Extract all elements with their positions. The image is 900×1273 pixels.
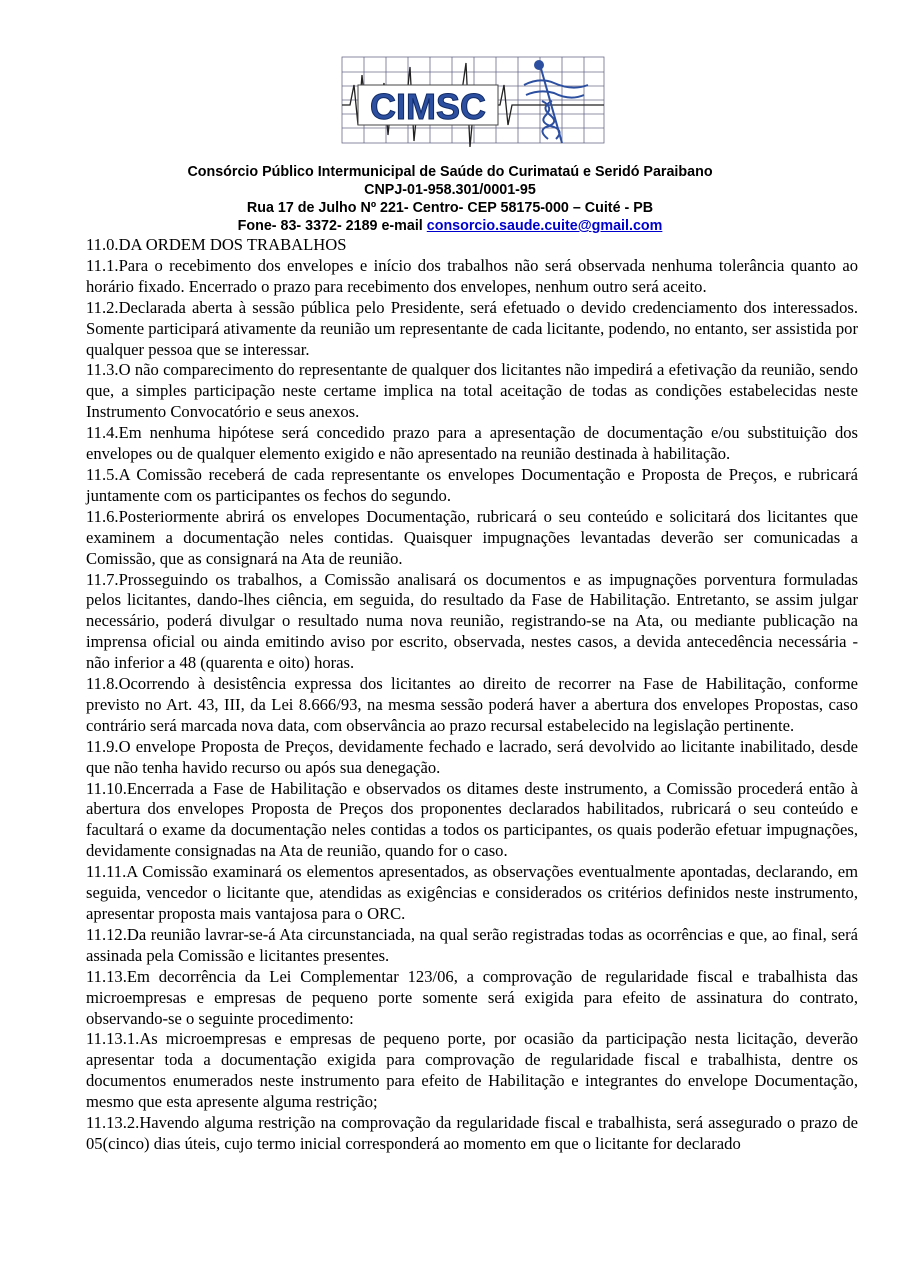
paragraph-11-13-2: 11.13.2.Havendo alguma restrição na comprovação da regularidade fiscal e trabalhista, será assegurado o prazo de 05(cinco) dias úteis, cujo termo inicial corresponderá ao momento em que o licitante for declarado	[86, 1113, 858, 1153]
paragraph-11-3: 11.3.O não comparecimento do representante de qualquer dos licitantes não impedirá a efetivação da reunião, sendo que, a simples participação neste certame implica na total aceitação de todas as condições estabelecidas neste Instrumento Convocatório e seus anexos.	[86, 360, 858, 422]
paragraph-11-8: 11.8.Ocorrendo à desistência expressa dos licitantes ao direito de recorrer na Fase de Habilitação, conforme previsto no Art. 43, III, da Lei 8.666/93, na mesma sessão poderá haver a abertura dos envelopes Propostas, caso contrário será marcada nova data, com observância ao prazo recursal estabelecido na legislação pertinente.	[86, 674, 858, 735]
letterhead	[86, 163, 814, 235]
address: Rua 17 de Julho Nº 221- Centro- CEP 58175-000 – Cuité - PB	[246, 200, 654, 216]
paragraph-11-13-1: 11.13.1.As microempresas e empresas de pequeno porte, por ocasião da participação nesta licitação, deverão apresentar toda a documentação exigida para comprovação de regularidade fiscal e trabalhista, dentre os documentos enumerados neste instrumento para efeito de Habilitação e integrantes do envelope Documentação, mesmo que esta apresente alguma restrição;	[86, 1029, 858, 1112]
paragraph-11-9: 11.9.O envelope Proposta de Preços, devidamente fechado e lacrado, será devolvido ao licitante inabilitado, desde que não tenha havido recurso ou após sua denegação.	[86, 736, 858, 777]
logo-graphic	[340, 55, 606, 155]
paragraph-11-12: 11.12.Da reunião lavrar-se-á Ata circunstanciada, na qual serão registradas todas as ocorrências e que, ao final, será assinada pela Comissão e licitantes presentes.	[86, 924, 858, 965]
cnpj: CNPJ-01-958.301/0001-95	[364, 182, 536, 198]
paragraph-11-6: 11.6.Posteriormente abrirá os envelopes Documentação, rubricará o seu conteúdo e solicitará dos licitantes que examinem a documentação neles contidas. Quaisquer impugnações levantadas deverão ser comunicadas a Comissão, que as consignará na Ata de reunião.	[86, 506, 858, 568]
paragraph-11-4: 11.4.Em nenhuma hipótese será concedido prazo para a apresentação de documentação e/ou substituição dos envelopes ou de qualquer elemento exigido e não apresentado na reunião destinada à habilitação.	[86, 423, 858, 464]
paragraph-11-10: 11.10.Encerrada a Fase de Habilitação e observados os ditames deste instrumento, a Comissão procederá então à abertura dos envelopes Proposta de Preços dos proponentes declarados habilitados, rubricará o seu conteúdo e facultará o exame da documentação neles contidas a todos os participantes, os quais poderão efetuar impugnações, devidamente consignadas na Ata de reunião, quando for o caso.	[86, 778, 858, 861]
org-name: Consórcio Público Intermunicipal de Saúde do Curimataú e Seridó Paraibano	[187, 164, 713, 180]
paragraph-11-1: 11.1.Para o recebimento dos envelopes e início dos trabalhos não será observada nenhuma tolerância quanto ao horário fixado. Encerrado o prazo para recebimento dos envelopes, nenhum outro será aceito.	[86, 255, 858, 296]
document-body	[86, 235, 858, 1155]
section-title: 11.0.DA ORDEM DOS TRABALHOS	[86, 235, 347, 254]
logo-text: CIMSC	[370, 86, 486, 127]
caduceus-icon	[524, 61, 588, 143]
paragraph-11-7: 11.7.Prosseguindo os trabalhos, a Comissão analisará os documentos e as impugnações porventura formuladas pelos licitantes, dando-lhes ciência, em seguida, do resultado da Fase de Habilitação. Entretanto, se assim julgar necessário, poderá divulgar o resultado numa nova reunião, registrando-se na Ata, ou mediante publicação na imprensa oficial ou ainda emitindo aviso por escrito, observada, nestes casos, a devida antecedência necessária - não inferior a 48 (quarenta e oito) horas.	[86, 569, 858, 673]
phone-email-label: Fone- 83- 3372- 2189 e-mail	[237, 218, 423, 234]
paragraph-11-11: 11.11.A Comissão examinará os elementos apresentados, as observações eventualmente apontadas, declarando, em seguida, vencedor o licitante que, atendidas as exigências e considerados os critérios definidos neste instrumento, apresentar proposta mais vantajosa para o ORC.	[86, 862, 858, 923]
paragraph-11-13: 11.13.Em decorrência da Lei Complementar 123/06, a comprovação de regularidade fiscal e trabalhista das microempresas e empresas de pequeno porte somente será exigida para efeito de assinatura do contrato, observando-se o seguinte procedimento:	[86, 966, 858, 1028]
paragraph-11-2: 11.2.Declarada aberta à sessão pública pelo Presidente, será efetuado o devido credenciamento dos interessados. Somente participará ativamente da reunião um representante de cada licitante, podendo, no entanto, ser assistida por qualquer pessoa que se interessar.	[86, 297, 858, 359]
cimsc-logo	[340, 55, 606, 155]
paragraph-11-5: 11.5.A Comissão receberá de cada representante os envelopes Documentação e Proposta de Preços, e rubricará juntamente com os participantes os fechos do segundo.	[86, 464, 858, 505]
email-link[interactable]: consorcio.saude.cuite@gmail.com	[426, 218, 663, 234]
contact-line	[86, 217, 814, 235]
